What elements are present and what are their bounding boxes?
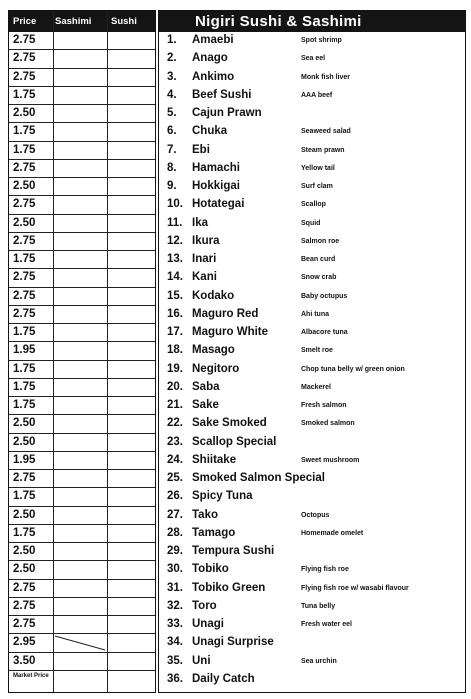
item-number: 2. bbox=[167, 52, 177, 65]
item-number: 23. bbox=[167, 435, 183, 448]
price-value: 2.95 bbox=[13, 636, 36, 649]
item-name: Unagi bbox=[192, 618, 224, 630]
price-rows bbox=[9, 32, 155, 689]
item-name: Sake bbox=[192, 399, 219, 411]
price-value: 1.75 bbox=[13, 490, 36, 503]
item-description: Homemade omelet bbox=[301, 529, 364, 537]
item-name: Kodako bbox=[192, 289, 235, 302]
price-value: 2.75 bbox=[13, 307, 36, 320]
item-number: 15. bbox=[167, 289, 183, 302]
item-description: Fresh water eel bbox=[301, 621, 352, 628]
menu-item bbox=[159, 105, 465, 123]
price-row bbox=[9, 215, 155, 233]
item-name: Ebi bbox=[192, 143, 210, 156]
menu-item bbox=[159, 178, 465, 196]
item-number: 8. bbox=[167, 161, 177, 174]
price-value: 2.75 bbox=[13, 289, 36, 302]
price-row bbox=[9, 233, 155, 251]
price-value: 1.75 bbox=[13, 88, 36, 101]
item-description: Surf clam bbox=[301, 183, 333, 190]
menu-item bbox=[159, 671, 465, 689]
sashimi-column-label: Sashimi bbox=[55, 16, 92, 27]
price-value: Market Price bbox=[13, 672, 49, 679]
price-row bbox=[9, 178, 155, 196]
item-number: 36. bbox=[167, 672, 183, 685]
item-name: Hokkigai bbox=[192, 180, 240, 192]
item-number: 11. bbox=[167, 216, 183, 229]
price-row bbox=[9, 342, 155, 360]
price-row bbox=[9, 580, 155, 598]
item-name: Tobiko Green bbox=[192, 581, 266, 594]
price-value: 1.75 bbox=[13, 253, 36, 265]
menu-item bbox=[159, 653, 465, 671]
item-number: 16. bbox=[167, 307, 183, 320]
price-row bbox=[9, 525, 155, 543]
item-number: 28. bbox=[167, 526, 183, 539]
sushi-column-label: Sushi bbox=[111, 16, 137, 27]
menu-item bbox=[159, 434, 465, 452]
item-name: Negitoro bbox=[192, 362, 240, 375]
price-value: 2.50 bbox=[13, 563, 36, 576]
price-row bbox=[9, 561, 155, 579]
menu-item bbox=[159, 452, 465, 470]
item-name: Inari bbox=[192, 253, 217, 265]
item-description: Smoked salmon bbox=[301, 420, 355, 428]
price-value: 1.75 bbox=[13, 399, 36, 411]
price-row bbox=[9, 269, 155, 287]
item-number: 17. bbox=[167, 326, 183, 338]
item-number: 25. bbox=[167, 472, 183, 484]
price-value: 2.50 bbox=[13, 545, 36, 557]
menu-item bbox=[159, 288, 465, 306]
item-number: 1. bbox=[167, 34, 177, 46]
item-description: Tuna belly bbox=[301, 602, 336, 610]
menu-item bbox=[159, 634, 465, 652]
price-value: 1.75 bbox=[13, 143, 36, 156]
price-row bbox=[9, 671, 155, 689]
price-row bbox=[9, 488, 155, 506]
item-description: Snow crab bbox=[301, 274, 337, 282]
price-row bbox=[9, 434, 155, 452]
price-row bbox=[9, 251, 155, 269]
item-description: Monk fish liver bbox=[301, 73, 351, 81]
item-number: 24. bbox=[167, 453, 183, 466]
menu-item bbox=[159, 525, 465, 543]
item-description: Mackerel bbox=[301, 383, 331, 391]
price-value: 2.75 bbox=[13, 618, 36, 630]
item-number: 32. bbox=[167, 599, 183, 612]
menu-item bbox=[159, 251, 465, 269]
item-number: 29. bbox=[167, 545, 183, 557]
item-description: Smelt roe bbox=[301, 347, 333, 355]
menu-item bbox=[159, 324, 465, 342]
item-number: 4. bbox=[167, 88, 177, 101]
price-value: 2.50 bbox=[13, 417, 36, 430]
price-value: 1.75 bbox=[13, 125, 36, 138]
menu-table-header bbox=[159, 11, 465, 32]
item-name: Tamago bbox=[192, 526, 236, 539]
item-name: Ika bbox=[192, 216, 208, 229]
price-row bbox=[9, 452, 155, 470]
menu-item bbox=[159, 616, 465, 634]
price-row bbox=[9, 397, 155, 415]
item-name: Tako bbox=[192, 508, 218, 521]
item-name: Daily Catch bbox=[192, 672, 255, 685]
menu-item bbox=[159, 507, 465, 525]
menu-title: Nigiri Sushi & Sashimi bbox=[195, 13, 362, 30]
menu-item bbox=[159, 415, 465, 433]
item-name: Tobiko bbox=[192, 563, 229, 576]
menu-item bbox=[159, 397, 465, 415]
menu-item bbox=[159, 160, 465, 178]
menu-item bbox=[159, 543, 465, 561]
item-number: 6. bbox=[167, 125, 177, 138]
item-description: Baby octupus bbox=[301, 292, 348, 300]
price-value: 2.75 bbox=[13, 234, 36, 247]
item-number: 18. bbox=[167, 344, 183, 357]
price-row bbox=[9, 507, 155, 525]
price-row bbox=[9, 653, 155, 671]
item-name: Spicy Tuna bbox=[192, 490, 253, 503]
price-value: 1.95 bbox=[13, 344, 36, 357]
item-name: Beef Sushi bbox=[192, 88, 252, 101]
item-description: Chop tuna belly w/ green onion bbox=[301, 365, 405, 373]
item-name: Kani bbox=[192, 271, 217, 284]
item-description: Steam prawn bbox=[301, 146, 345, 154]
price-row bbox=[9, 196, 155, 214]
item-description: Scallop bbox=[301, 201, 326, 209]
item-description: Spot shrimp bbox=[301, 37, 342, 44]
item-number: 26. bbox=[167, 490, 183, 503]
item-description: Yellow tail bbox=[301, 164, 335, 172]
price-value: 1.75 bbox=[13, 362, 36, 375]
item-name: Ankimo bbox=[192, 70, 235, 83]
item-name: Unagi Surprise bbox=[192, 636, 274, 649]
price-value: 3.50 bbox=[13, 654, 36, 667]
menu-item bbox=[159, 142, 465, 160]
item-number: 33. bbox=[167, 618, 183, 630]
item-number: 35. bbox=[167, 654, 183, 667]
item-number: 10. bbox=[167, 198, 183, 211]
price-value: 2.50 bbox=[13, 180, 36, 192]
price-value: 2.75 bbox=[13, 161, 36, 174]
menu-item bbox=[159, 342, 465, 360]
item-number: 30. bbox=[167, 563, 183, 576]
price-row bbox=[9, 105, 155, 123]
item-number: 19. bbox=[167, 362, 183, 375]
menu-table bbox=[158, 10, 466, 693]
price-row bbox=[9, 142, 155, 160]
item-number: 7. bbox=[167, 143, 177, 156]
price-row bbox=[9, 634, 155, 652]
price-value: 2.50 bbox=[13, 107, 36, 119]
menu-item bbox=[159, 123, 465, 141]
item-description: Seaweed salad bbox=[301, 128, 351, 136]
item-number: 13. bbox=[167, 253, 183, 265]
price-value: 2.50 bbox=[13, 216, 36, 229]
price-column-label: Price bbox=[13, 16, 37, 27]
price-row bbox=[9, 123, 155, 141]
menu-item bbox=[159, 233, 465, 251]
menu-item bbox=[159, 488, 465, 506]
menu-item bbox=[159, 470, 465, 488]
item-description: Sweet mushroom bbox=[301, 456, 360, 464]
price-row bbox=[9, 361, 155, 379]
price-row bbox=[9, 306, 155, 324]
menu-item bbox=[159, 561, 465, 579]
menu-item bbox=[159, 32, 465, 50]
price-value: 2.75 bbox=[13, 70, 36, 83]
item-description: Albacore tuna bbox=[301, 329, 348, 336]
item-description: Ahi tuna bbox=[301, 310, 329, 318]
item-name: Saba bbox=[192, 380, 220, 393]
item-number: 34. bbox=[167, 636, 183, 649]
price-value: 2.75 bbox=[13, 271, 36, 284]
item-name: Shiitake bbox=[192, 453, 237, 466]
price-row bbox=[9, 87, 155, 105]
item-number: 22. bbox=[167, 417, 183, 430]
price-row bbox=[9, 324, 155, 342]
price-value: 1.75 bbox=[13, 526, 36, 539]
item-name: Masago bbox=[192, 344, 235, 357]
price-row bbox=[9, 616, 155, 634]
item-description: Salmon roe bbox=[301, 237, 340, 245]
menu-item bbox=[159, 269, 465, 287]
item-description: Sea urchin bbox=[301, 657, 337, 665]
item-name: Maguro White bbox=[192, 326, 269, 338]
item-name: Cajun Prawn bbox=[192, 107, 262, 119]
item-number: 27. bbox=[167, 508, 183, 521]
item-name: Ikura bbox=[192, 234, 220, 247]
item-description: Sea eel bbox=[301, 55, 326, 63]
menu-item bbox=[159, 598, 465, 616]
price-value: 1.95 bbox=[13, 453, 36, 466]
price-row bbox=[9, 470, 155, 488]
price-value: 2.75 bbox=[13, 52, 36, 65]
item-name: Maguro Red bbox=[192, 307, 259, 320]
item-number: 31. bbox=[167, 581, 183, 594]
sushi-column-divider bbox=[107, 11, 108, 692]
price-value: 1.75 bbox=[13, 326, 36, 338]
item-name: Chuka bbox=[192, 125, 228, 138]
price-value: 2.75 bbox=[13, 599, 36, 612]
item-description: Octopus bbox=[301, 511, 330, 519]
item-description: Bean curd bbox=[301, 256, 336, 263]
item-name: Toro bbox=[192, 599, 217, 612]
price-row bbox=[9, 160, 155, 178]
price-row bbox=[9, 379, 155, 397]
sashimi-column-divider bbox=[53, 11, 54, 692]
item-number: 21. bbox=[167, 399, 183, 411]
item-name: Sake Smoked bbox=[192, 417, 267, 430]
item-number: 9. bbox=[167, 180, 177, 192]
menu-item bbox=[159, 69, 465, 87]
price-row bbox=[9, 50, 155, 68]
price-row bbox=[9, 598, 155, 616]
price-row bbox=[9, 543, 155, 561]
menu-rows bbox=[159, 32, 465, 689]
item-name: Tempura Sushi bbox=[192, 545, 275, 557]
menu-item bbox=[159, 580, 465, 598]
item-number: 20. bbox=[167, 380, 183, 393]
item-name: Uni bbox=[192, 654, 211, 667]
item-name: Scallop Special bbox=[192, 435, 277, 448]
item-description: AAA beef bbox=[301, 91, 333, 99]
price-row bbox=[9, 69, 155, 87]
price-value: 2.75 bbox=[13, 472, 36, 484]
item-number: 14. bbox=[167, 271, 183, 284]
menu-item bbox=[159, 306, 465, 324]
price-row bbox=[9, 288, 155, 306]
item-name: Hotategai bbox=[192, 198, 245, 211]
item-name: Smoked Salmon Special bbox=[192, 472, 325, 484]
price-table-header bbox=[9, 11, 155, 32]
item-description: Flying fish roe bbox=[301, 566, 349, 574]
menu-item bbox=[159, 196, 465, 214]
strike-mark bbox=[53, 634, 107, 652]
price-value: 2.75 bbox=[13, 34, 36, 46]
price-value: 2.50 bbox=[13, 435, 36, 448]
item-description: Fresh salmon bbox=[301, 402, 347, 409]
price-table bbox=[8, 10, 156, 693]
price-row bbox=[9, 32, 155, 50]
price-value: 2.75 bbox=[13, 198, 36, 211]
menu-item bbox=[159, 379, 465, 397]
menu-item bbox=[159, 50, 465, 68]
item-number: 3. bbox=[167, 70, 177, 83]
item-number: 12. bbox=[167, 234, 183, 247]
menu-item bbox=[159, 87, 465, 105]
item-name: Amaebi bbox=[192, 34, 234, 46]
price-value: 1.75 bbox=[13, 380, 36, 393]
menu-item bbox=[159, 215, 465, 233]
price-value: 2.50 bbox=[13, 508, 36, 521]
item-name: Anago bbox=[192, 52, 228, 65]
price-value: 2.75 bbox=[13, 581, 36, 594]
menu-item bbox=[159, 361, 465, 379]
item-number: 5. bbox=[167, 107, 177, 119]
item-description: Flying fish roe w/ wasabi flavour bbox=[301, 584, 409, 592]
item-name: Hamachi bbox=[192, 161, 240, 174]
price-row bbox=[9, 415, 155, 433]
item-description: Squid bbox=[301, 219, 321, 227]
